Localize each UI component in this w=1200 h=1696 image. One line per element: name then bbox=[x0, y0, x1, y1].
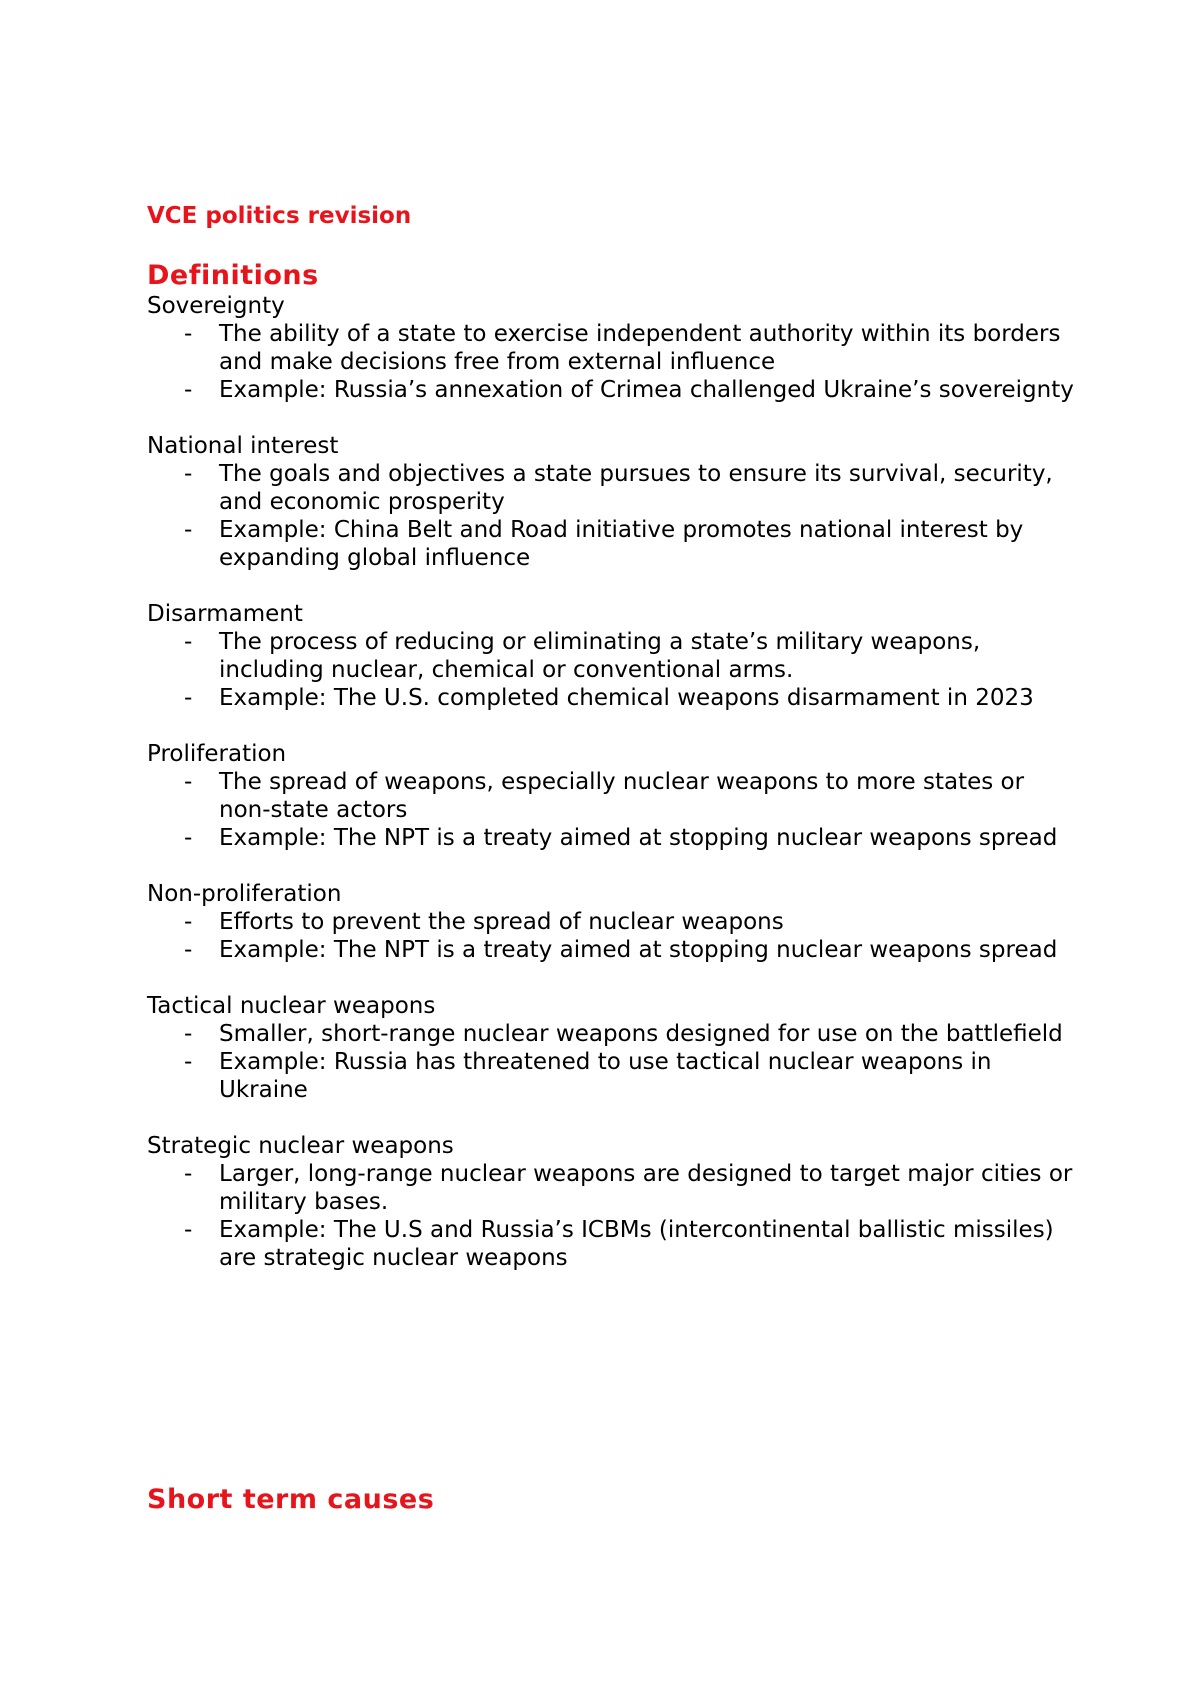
definitions-list bbox=[147, 292, 1077, 1300]
definition-point bbox=[147, 684, 1077, 712]
bullet-dash: - bbox=[184, 825, 193, 851]
point-text: The ability of a state to exercise independent authority within its borders and make decisions free from external influence bbox=[219, 321, 1061, 375]
point-text: Efforts to prevent the spread of nuclear weapons bbox=[219, 909, 784, 935]
point-text: Example: China Belt and Road initiative promotes national interest by expanding global influence bbox=[219, 517, 1024, 571]
point-text: The spread of weapons, especially nuclear weapons to more states or non-state actors bbox=[219, 769, 1025, 823]
point-text: Example: Russia’s annexation of Crimea challenged Ukraine’s sovereignty bbox=[219, 377, 1074, 403]
point-text: Example: The U.S. completed chemical weapons disarmament in 2023 bbox=[219, 685, 1034, 711]
definition-point bbox=[147, 1020, 1077, 1048]
definition-term: Sovereignty bbox=[147, 293, 285, 319]
point-text: Example: Russia has threatened to use tactical nuclear weapons in Ukraine bbox=[219, 1049, 992, 1103]
definition-term: Tactical nuclear weapons bbox=[147, 993, 436, 1019]
definition-point bbox=[147, 824, 1077, 852]
definition-points bbox=[147, 908, 1077, 964]
definition-points bbox=[147, 320, 1077, 404]
point-text: Example: The NPT is a treaty aimed at stopping nuclear weapons spread bbox=[219, 825, 1058, 851]
definition-point bbox=[147, 1160, 1077, 1216]
definition-block bbox=[147, 292, 1077, 404]
definition-point bbox=[147, 1048, 1077, 1104]
definition-point bbox=[147, 516, 1077, 572]
bullet-dash: - bbox=[184, 685, 193, 711]
bullet-dash: - bbox=[184, 517, 193, 543]
definition-points bbox=[147, 1020, 1077, 1104]
definition-point bbox=[147, 936, 1077, 964]
point-text: The process of reducing or eliminating a state’s military weapons, including nuclear, chemical or conventional arms. bbox=[219, 629, 981, 683]
definition-block bbox=[147, 992, 1077, 1104]
short-term-causes-heading: Short term causes bbox=[147, 1484, 435, 1515]
definition-point bbox=[147, 768, 1077, 824]
bullet-dash: - bbox=[184, 1161, 193, 1187]
bullet-dash: - bbox=[184, 1217, 193, 1243]
point-text: Larger, long-range nuclear weapons are designed to target major cities or military bases. bbox=[219, 1161, 1073, 1215]
bullet-dash: - bbox=[184, 909, 193, 935]
definition-term: Strategic nuclear weapons bbox=[147, 1133, 454, 1159]
definition-point bbox=[147, 320, 1077, 376]
definition-points bbox=[147, 460, 1077, 572]
definition-term: Disarmament bbox=[147, 601, 303, 627]
point-text: Example: The U.S and Russia’s ICBMs (intercontinental ballistic missiles) are strategic nuclear weapons bbox=[219, 1217, 1054, 1271]
definition-points bbox=[147, 628, 1077, 712]
definition-points bbox=[147, 768, 1077, 852]
definition-point bbox=[147, 376, 1077, 404]
definition-point bbox=[147, 460, 1077, 516]
definition-term: Proliferation bbox=[147, 741, 287, 767]
bullet-dash: - bbox=[184, 461, 193, 487]
definition-block bbox=[147, 880, 1077, 964]
definition-block bbox=[147, 600, 1077, 712]
definitions-heading: Definitions bbox=[147, 260, 319, 291]
definition-term: Non-proliferation bbox=[147, 881, 342, 907]
bullet-dash: - bbox=[184, 1021, 193, 1047]
bullet-dash: - bbox=[184, 629, 193, 655]
definition-term: National interest bbox=[147, 433, 339, 459]
bullet-dash: - bbox=[184, 377, 193, 403]
definition-point bbox=[147, 628, 1077, 684]
definition-points bbox=[147, 1160, 1077, 1272]
definition-block bbox=[147, 1132, 1077, 1272]
point-text: Example: The NPT is a treaty aimed at stopping nuclear weapons spread bbox=[219, 937, 1058, 963]
bullet-dash: - bbox=[184, 321, 193, 347]
bullet-dash: - bbox=[184, 769, 193, 795]
definition-block bbox=[147, 740, 1077, 852]
document-title: VCE politics revision bbox=[147, 203, 412, 229]
bullet-dash: - bbox=[184, 937, 193, 963]
definition-point bbox=[147, 908, 1077, 936]
point-text: Smaller, short-range nuclear weapons designed for use on the battlefield bbox=[219, 1021, 1063, 1047]
point-text: The goals and objectives a state pursues to ensure its survival, security, and economic prosperity bbox=[219, 461, 1053, 515]
definition-block bbox=[147, 432, 1077, 572]
definition-point bbox=[147, 1216, 1077, 1272]
bullet-dash: - bbox=[184, 1049, 193, 1075]
